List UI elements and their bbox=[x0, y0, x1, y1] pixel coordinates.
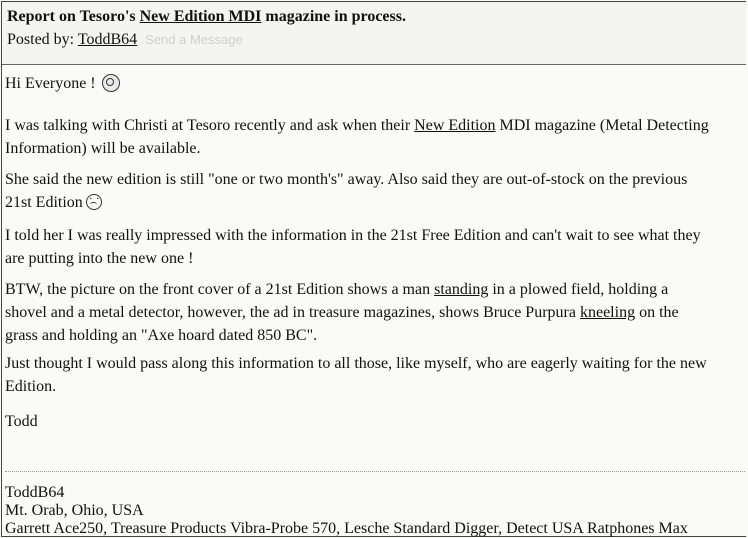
signoff: Todd bbox=[5, 413, 38, 430]
title-link[interactable]: New Edition MDI bbox=[139, 8, 262, 25]
post-header bbox=[2, 2, 746, 65]
signature-divider bbox=[5, 471, 745, 472]
send-message-button[interactable]: Send a Message bbox=[145, 32, 243, 47]
new-edition-link[interactable]: New Edition bbox=[414, 117, 496, 134]
kneeling-link[interactable]: kneeling bbox=[579, 304, 636, 321]
paragraph-2: She said the new edition is still "one or two month's" away. Also said they are out-of-stock on the previous 21st Edition· · bbox=[5, 168, 687, 214]
smiley-icon bbox=[102, 74, 120, 92]
paragraph-1: I was talking with Christi at Tesoro recently and ask when their New Edition MDI magazine (Metal Detecting Information) will be available. bbox=[5, 117, 709, 157]
posted-by: Posted by: ToddB64 Send a Message bbox=[7, 31, 243, 48]
paragraph-4: BTW, the picture on the front cover of a 21st Edition shows a man standing in a plowed field, holding a shovel and a metal detector, however, the ad in treasure magazines, shows Bruce Purpura kneeling on the grass and holding an "Axe hoard dated 850 BC". bbox=[5, 281, 679, 344]
greeting-line: Hi Everyone ! bbox=[5, 72, 120, 95]
signature-gear: Garrett Ace250, Treasure Products Vibra-Probe 570, Lesche Standard Digger, Detect USA Ratphones Max bbox=[5, 520, 688, 537]
author-link[interactable]: ToddB64 bbox=[77, 31, 138, 48]
frown-icon bbox=[86, 194, 102, 210]
standing-link[interactable]: standing bbox=[434, 281, 489, 298]
signature-location: Mt. Orab, Ohio, USA bbox=[5, 502, 144, 519]
signature-name: ToddB64 bbox=[5, 484, 65, 501]
paragraph-3: I told her I was really impressed with the information in the 21st Free Edition and can't wait to see what they are putting into the new one ! bbox=[5, 227, 701, 267]
post-title: Report on Tesoro's New Edition MDI magazine in process. bbox=[7, 8, 406, 25]
paragraph-5: Just thought I would pass along this information to all those, like myself, who are eagerly waiting for the new Edition. bbox=[5, 355, 707, 395]
